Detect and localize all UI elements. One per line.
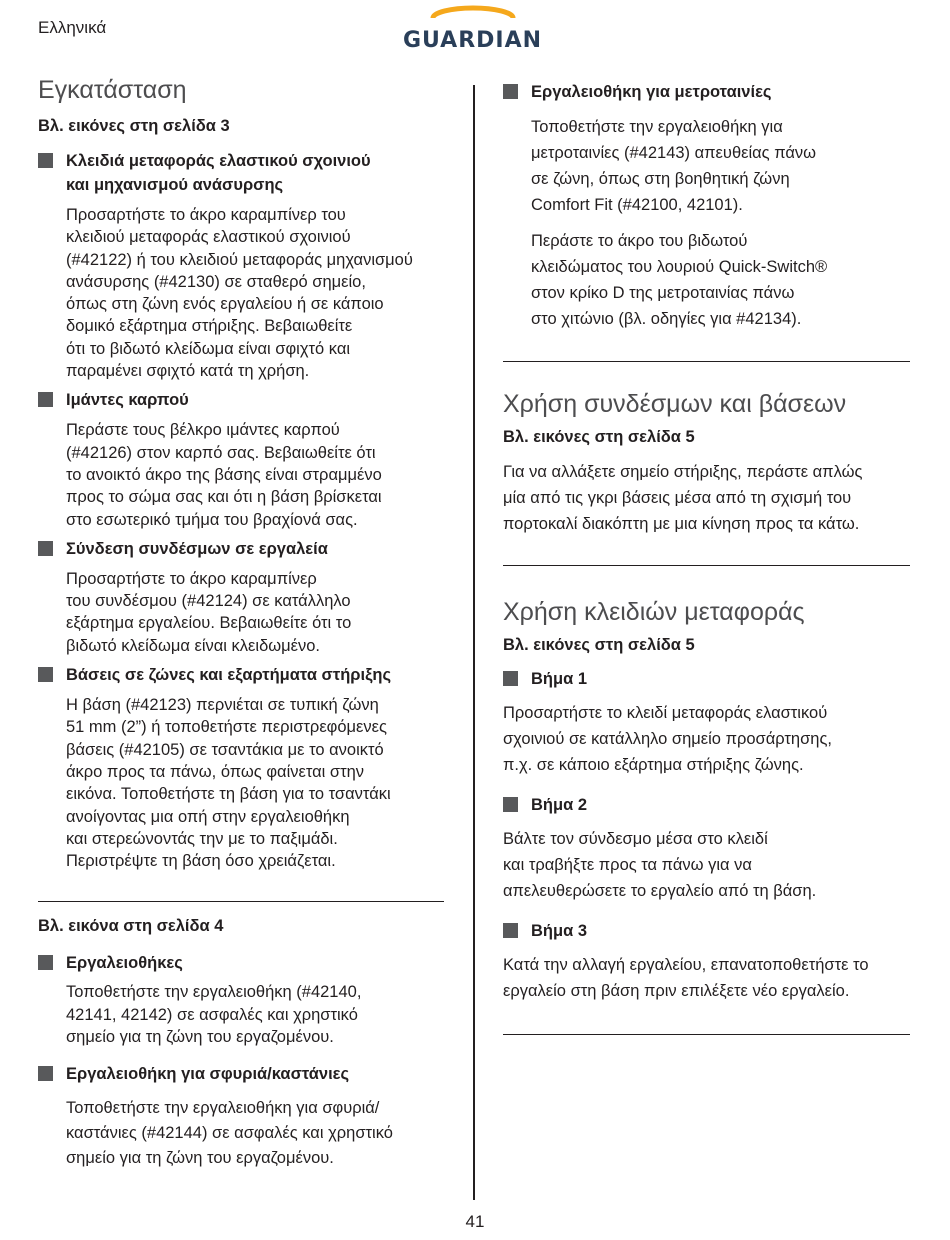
logo-text: GUARDIAN <box>402 28 543 53</box>
paragraph <box>38 204 448 382</box>
text-line: ανάσυρσης (#42130) σε σταθερό σημείο, <box>66 272 366 291</box>
text-line: κλειδιού μεταφοράς ελαστικού σχοινιού <box>66 228 351 247</box>
figure-reference: Βλ. εικόνα στη σελίδα 4 <box>38 917 224 936</box>
subsection-tool-links <box>38 537 448 561</box>
text-line: καστάνιες (#42144) σε ασφαλές και χρηστικό <box>66 1124 393 1143</box>
paragraph <box>503 700 911 778</box>
square-bullet-icon <box>38 955 53 970</box>
text-line: εργαλείο στη βάση πριν επιλέξετε νέο εργαλείο. <box>503 982 850 1000</box>
square-bullet-icon <box>503 923 518 938</box>
text-line: στον κρίκο D της μετροταινίας πάνω <box>531 284 795 302</box>
text-line: βάσεις (#42105) σε τσαντάκια με το ανοικτό <box>66 740 384 759</box>
text-line: Τοποθετήστε την εργαλειοθήκη (#42140, <box>66 983 362 1002</box>
subsection-tape-holder <box>503 80 911 104</box>
subsection-title: Εργαλειοθήκη για μετροταινίες <box>531 83 772 101</box>
subsection-title: Εργαλειοθήκη για σφυριά/καστάνιες <box>66 1065 350 1084</box>
subsection-title-cont: και μηχανισμού ανάσυρσης <box>66 176 284 194</box>
language-label: Ελληνικά <box>38 18 107 37</box>
text-line: 51 mm (2”) ή τοποθετήστε περιστρεφόμενες <box>66 718 387 737</box>
square-bullet-icon <box>38 392 53 407</box>
paragraph <box>38 694 448 872</box>
paragraph <box>503 114 911 218</box>
text-line: του συνδέσμου (#42124) σε κατάλληλο <box>66 592 351 611</box>
text-line: κλειδώματος του λουριού Quick-Switch® <box>531 258 828 276</box>
square-bullet-icon <box>503 797 518 812</box>
section-title-links-and-mounts: Χρήση συνδέσμων και βάσεων <box>503 390 847 418</box>
text-line: μία από τις γκρι βάσεις μέσα από τη σχισμή του <box>503 489 852 507</box>
text-line: σε ζώνη, όπως στη βοηθητική ζώνη <box>531 170 790 188</box>
section-title-installation: Εγκατάσταση <box>38 76 187 104</box>
text-line: π.χ. σε κάποιο εξάρτημα στήριξης ζώνης. <box>503 756 804 774</box>
text-line: και τραβήξτε προς τα πάνω για να <box>503 856 752 874</box>
text-line: Προσαρτήστε το κλειδί μεταφοράς ελαστικού <box>503 704 828 722</box>
guardian-logo <box>385 4 560 52</box>
text-line: όπως στη ζώνη ενός εργαλείου ή σε κάποιο <box>66 295 384 314</box>
step-title: Βήμα 3 <box>531 922 587 940</box>
step-2 <box>503 793 911 817</box>
step-title: Βήμα 1 <box>531 670 587 688</box>
step-title: Βήμα 2 <box>531 796 587 814</box>
subsection-belt-mounts <box>38 663 448 687</box>
figure-reference: Βλ. εικόνες στη σελίδα 3 <box>38 117 230 135</box>
subsection-title: Βάσεις σε ζώνες και εξαρτήματα στήριξης <box>66 666 392 685</box>
subsection-retraction-keys <box>38 149 448 197</box>
text-line: εικόνα. Τοποθετήστε τη βάση για το τσαντάκι <box>66 785 391 804</box>
right-column <box>503 80 911 1035</box>
horizontal-rule <box>38 901 444 902</box>
square-bullet-icon <box>38 667 53 682</box>
text-line: 42141, 42142) σε ασφαλές και χρηστικό <box>66 1005 358 1024</box>
horizontal-rule <box>503 361 910 362</box>
step-3 <box>503 919 911 943</box>
text-line: πορτοκαλί διακόπτη με μια κίνηση προς τα κάτω. <box>503 515 860 533</box>
text-line: και στερεώνοντάς την με το παξιμάδι. <box>66 829 338 848</box>
section-title-retraction-keys: Χρήση κλειδιών μεταφοράς <box>503 598 805 626</box>
subsection-tool-pouches <box>38 951 448 975</box>
subsection-hammer-holder <box>38 1062 448 1086</box>
text-line: Τοποθετήστε την εργαλειοθήκη για σφυριά/ <box>66 1099 380 1118</box>
text-line: Τοποθετήστε την εργαλειοθήκη για <box>531 118 783 136</box>
text-line: σημείο για τη ζώνη του εργαζομένου. <box>66 1028 334 1047</box>
text-line: (#42126) στον καρπό σας. Βεβαιωθείτε ότι <box>66 443 376 462</box>
subsection-title: Εργαλειοθήκες <box>66 954 183 973</box>
paragraph <box>503 228 911 332</box>
text-line: Κατά την αλλαγή εργαλείου, επανατοποθετήστε το <box>503 956 869 974</box>
text-line: Περιστρέψτε τη βάση όσο χρειάζεται. <box>66 852 336 871</box>
text-line: σημείο για τη ζώνη του εργαζομένου. <box>66 1149 334 1168</box>
text-line: άκρο προς τα πάνω, όπως φαίνεται στην <box>66 762 365 781</box>
left-column <box>38 74 448 1171</box>
text-line: Περάστε τους βέλκρο ιμάντες καρπού <box>66 421 340 440</box>
text-line: σχοινιού σε κατάλληλο σημείο προσάρτησης, <box>503 730 832 748</box>
text-line: Για να αλλάξετε σημείο στήριξης, περάστε απλώς <box>503 463 863 481</box>
paragraph <box>38 568 448 657</box>
text-line: Περάστε το άκρο του βιδωτού <box>531 232 748 250</box>
subsection-title: Κλειδιά μεταφοράς ελαστικού σχοινιού <box>66 152 371 170</box>
paragraph <box>38 1096 448 1171</box>
text-line: παραμένει σφιχτό κατά τη χρήση. <box>66 362 310 381</box>
square-bullet-icon <box>38 153 53 168</box>
horizontal-rule <box>503 1034 910 1035</box>
square-bullet-icon <box>503 671 518 686</box>
text-line: Comfort Fit (#42100, 42101). <box>531 196 743 214</box>
square-bullet-icon <box>503 84 518 99</box>
figure-reference: Βλ. εικόνες στη σελίδα 5 <box>503 636 695 654</box>
step-1 <box>503 667 911 691</box>
text-line: Προσαρτήστε το άκρο καραμπίνερ <box>66 569 317 588</box>
figure-reference: Βλ. εικόνες στη σελίδα 5 <box>503 428 695 446</box>
page-number: 41 <box>465 1212 485 1231</box>
text-line: Βάλτε τον σύνδεσμο μέσα στο κλειδί <box>503 830 768 848</box>
subsection-wrist-straps <box>38 388 448 412</box>
text-line: Προσαρτήστε το άκρο καραμπίνερ του <box>66 206 346 224</box>
text-line: (#42122) ή του κλειδιού μεταφοράς μηχανισμού <box>66 250 413 269</box>
text-line: Η βάση (#42123) περνιέται σε τυπική ζώνη <box>66 696 379 715</box>
paragraph <box>503 459 911 537</box>
text-line: ότι το βιδωτό κλείδωμα είναι σφιχτό και <box>66 339 351 358</box>
text-line: ανοίγοντας μια οπή στην εργαλειοθήκη <box>66 807 350 826</box>
subsection-title: Ιμάντες καρπού <box>66 391 189 410</box>
paragraph <box>503 826 911 904</box>
paragraph <box>38 981 448 1048</box>
square-bullet-icon <box>38 1066 53 1081</box>
text-line: βιδωτό κλείδωμα είναι κλειδωμένο. <box>66 636 321 655</box>
text-line: απελευθερώσετε το εργαλείο από τη βάση. <box>503 882 817 900</box>
text-line: στο χιτώνιο (βλ. οδηγίες για #42134). <box>531 310 802 328</box>
logo-arc-icon <box>427 4 519 30</box>
column-divider <box>473 85 475 1200</box>
paragraph <box>503 952 911 1004</box>
text-line: το ανοικτό άκρο της βάσης είναι στραμμένο <box>66 465 382 484</box>
text-line: στο εσωτερικό τμήμα του βραχίονά σας. <box>66 510 358 529</box>
text-line: εξάρτημα εργαλείου. Βεβαιωθείτε ότι το <box>66 614 352 633</box>
square-bullet-icon <box>38 541 53 556</box>
text-line: μετροταινίες (#42143) απευθείας πάνω <box>531 144 817 162</box>
paragraph <box>38 419 448 530</box>
text-line: προς το σώμα σας και ότι η βάση βρίσκεται <box>66 488 382 507</box>
subsection-title: Σύνδεση συνδέσμων σε εργαλεία <box>66 539 328 558</box>
text-line: δομικό εξάρτημα στήριξης. Βεβαιωθείτε <box>66 317 353 336</box>
horizontal-rule <box>503 565 910 566</box>
